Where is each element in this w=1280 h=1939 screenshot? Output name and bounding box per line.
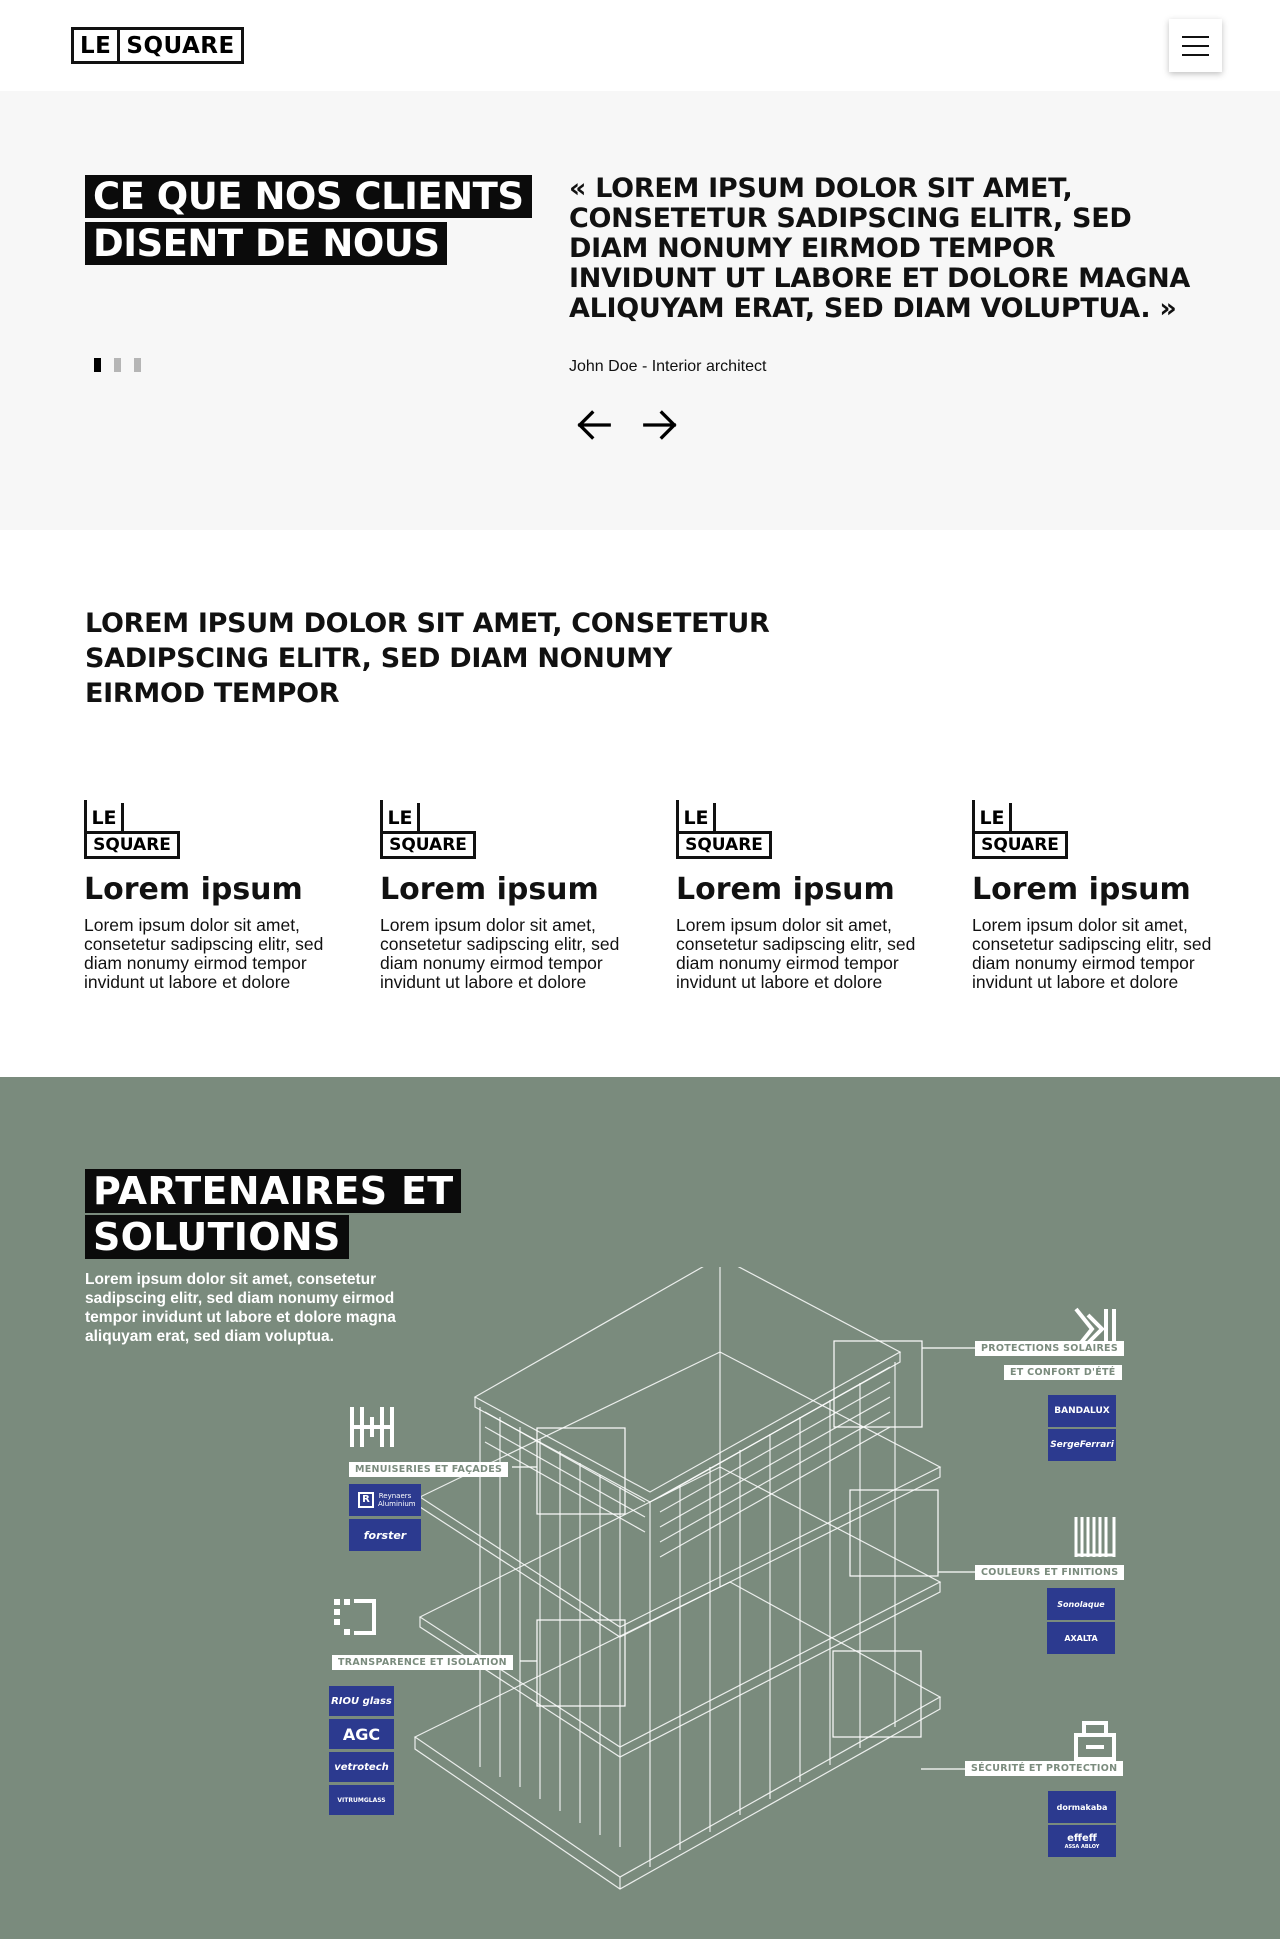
category-protections-line1: PROTECTIONS SOLAIRES	[975, 1341, 1124, 1356]
features-title: LOREM IPSUM DOLOR SIT AMET, CONSETETUR SADIPSCING ELITR, SED DIAM NONUMY EIRMOD TEMPOR	[85, 608, 770, 709]
feature-text: Lorem ipsum dolor sit amet, consetetur sadipscing elitr, sed diam nonumy eirmod tempor invidunt ut labore et dolore	[676, 915, 916, 992]
brand-bandalux[interactable]: BANDALUX	[1048, 1395, 1116, 1427]
feature-card	[676, 803, 936, 992]
testimonials-section	[0, 91, 1280, 530]
feature-card	[972, 803, 1232, 992]
logo-le-text: LE	[74, 30, 120, 61]
feature-title: Lorem ipsum	[84, 872, 303, 907]
feature-logo: LE SQUARE	[972, 803, 1068, 859]
brand-forster[interactable]: forster	[349, 1519, 421, 1551]
slider-dots	[94, 358, 141, 372]
brand-vetrotech[interactable]: vetrotech	[329, 1752, 394, 1782]
category-protections-line2: ET CONFORT D'ÉTÉ	[1004, 1365, 1122, 1380]
testimonial-quote: « LOREM IPSUM DOLOR SIT AMET, CONSETETUR SADIPSCING ELITR, SED DIAM NONUMY EIRMOD TEMPOR INVIDUNT UT LABORE ET DOLORE MAGNA ALIQUYAM ERAT, SED DIAM VOLUPTUA. »	[569, 173, 1191, 324]
partners-section	[0, 1077, 1280, 1939]
testimonial-author: John Doe - Interior architect	[569, 358, 767, 375]
brand-axalta[interactable]: AXALTA	[1047, 1622, 1115, 1654]
brand-reynaers[interactable]: R Reynaers Aluminium	[349, 1484, 421, 1516]
feature-card	[380, 803, 640, 992]
brand-sergeferrari[interactable]: SergeFerrari	[1048, 1429, 1116, 1461]
category-menuiseries: MENUISERIES ET FAÇADES	[349, 1462, 508, 1477]
feature-title: Lorem ipsum	[380, 872, 599, 907]
feature-logo: LE SQUARE	[380, 803, 476, 859]
hamburger-menu-button[interactable]	[1169, 19, 1222, 72]
brand-sonolaque[interactable]: Sonolaque	[1047, 1588, 1115, 1620]
testimonials-title: CE QUE NOS CLIENTS DISENT DE NOUS	[85, 173, 545, 267]
feature-title: Lorem ipsum	[972, 872, 1191, 907]
partners-text: Lorem ipsum dolor sit amet, consetetur sadipscing elitr, sed diam nonumy eirmod tempor invidunt ut labore et dolore magna aliquyam erat, sed diam voluptua.	[85, 1271, 396, 1345]
facade-icon	[348, 1405, 396, 1449]
slider-dot-1[interactable]	[94, 358, 101, 372]
logo-square-text: SQUARE	[126, 32, 235, 59]
arrow-right-icon[interactable]	[641, 406, 679, 444]
feature-text: Lorem ipsum dolor sit amet, consetetur sadipscing elitr, sed diam nonumy eirmod tempor invidunt ut labore et dolore	[380, 915, 620, 992]
brand-agc[interactable]: AGC	[329, 1719, 394, 1749]
slider-arrows	[575, 406, 679, 444]
brand-riou[interactable]: RIOU glass	[329, 1686, 394, 1716]
arrow-left-icon[interactable]	[575, 406, 613, 444]
feature-logo: LE SQUARE	[84, 803, 180, 859]
feature-text: Lorem ipsum dolor sit amet, consetetur sadipscing elitr, sed diam nonumy eirmod tempor invidunt ut labore et dolore	[972, 915, 1212, 992]
site-header	[0, 0, 1280, 91]
slider-dot-2[interactable]	[114, 358, 121, 372]
brand-effeff[interactable]: effeff ASSA ABLOY	[1048, 1825, 1116, 1857]
slider-dot-3[interactable]	[134, 358, 141, 372]
feature-title: Lorem ipsum	[676, 872, 895, 907]
brand-vitrum[interactable]: VITRUMGLASS	[329, 1785, 394, 1815]
building-diagram	[320, 1267, 1140, 1927]
finishes-icon	[1072, 1515, 1118, 1559]
category-securite: SÉCURITÉ ET PROTECTION	[965, 1761, 1123, 1776]
feature-text: Lorem ipsum dolor sit amet, consetetur sadipscing elitr, sed diam nonumy eirmod tempor invidunt ut labore et dolore	[84, 915, 324, 992]
site-logo[interactable]	[71, 27, 244, 64]
brand-dormakaba[interactable]: dormakaba	[1048, 1791, 1116, 1823]
category-transparence: TRANSPARENCE ET ISOLATION	[332, 1655, 513, 1670]
glass-pattern-icon	[332, 1597, 380, 1641]
feature-card	[84, 803, 344, 992]
lock-icon	[1072, 1717, 1118, 1761]
category-couleurs: COULEURS ET FINITIONS	[975, 1565, 1124, 1580]
partners-title: PARTENAIRES ET SOLUTIONS	[85, 1169, 485, 1261]
feature-logo: LE SQUARE	[676, 803, 772, 859]
hamburger-menu-icon	[1182, 36, 1209, 38]
